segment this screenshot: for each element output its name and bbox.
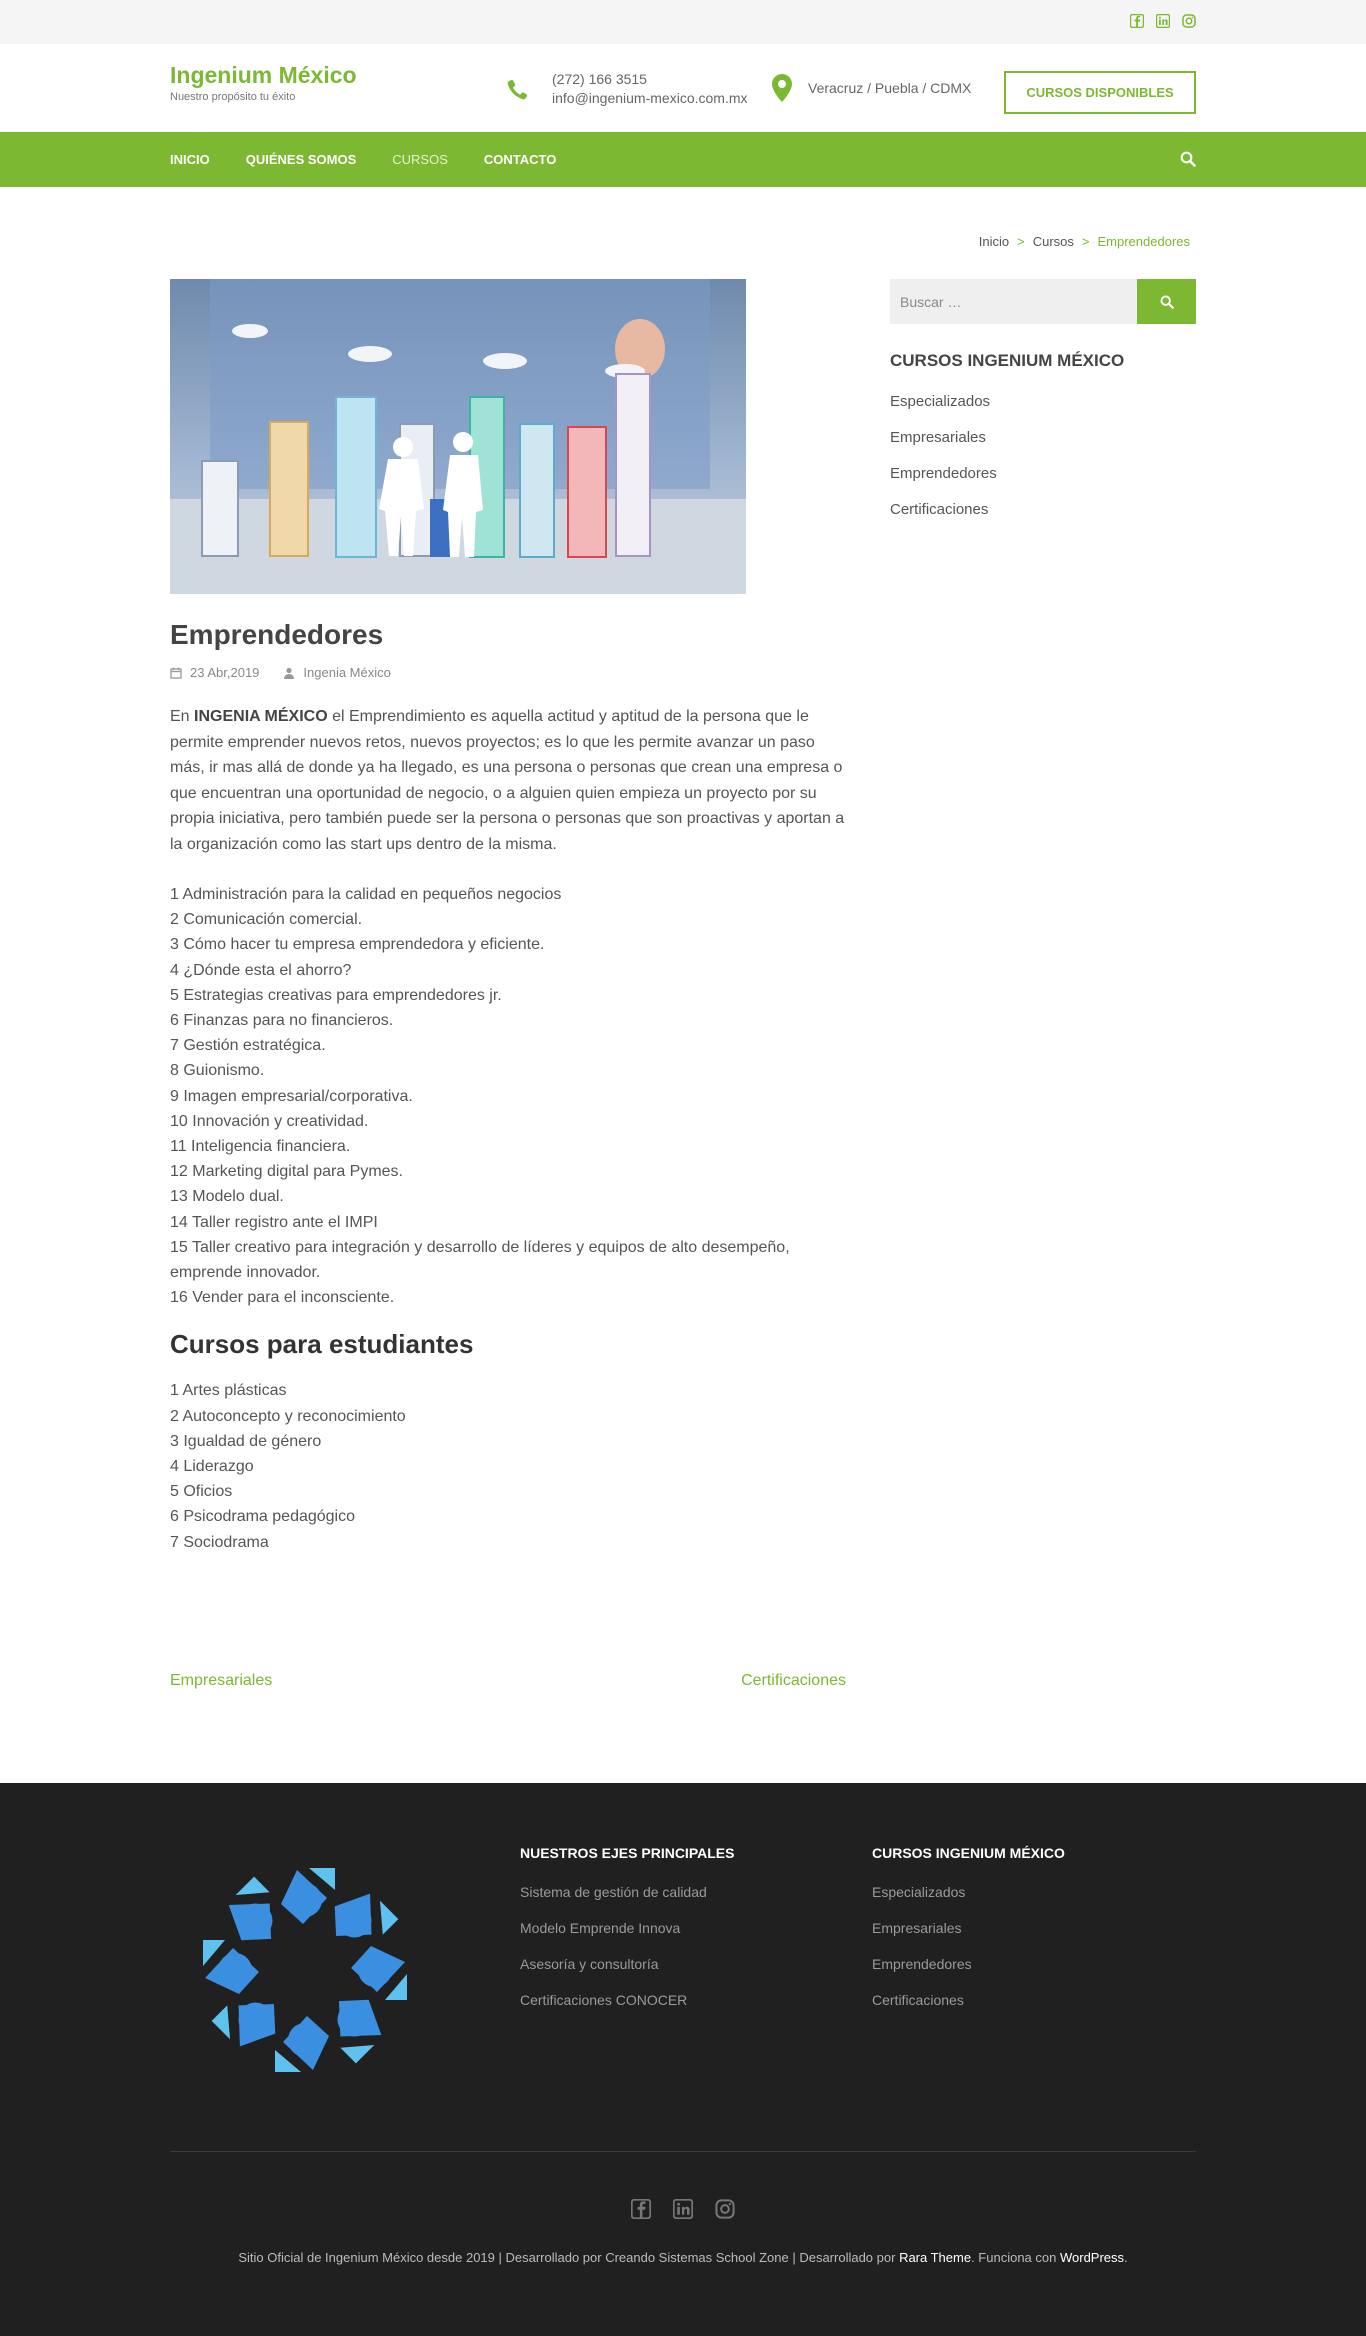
header-contact [504,70,748,108]
brand-emphasis: INGENIA MÉXICO [194,708,328,725]
list-item: 1 Artes plásticas [170,1382,287,1400]
site-footer [0,1783,1366,2336]
footer-link[interactable]: Modelo Emprende Innova [520,1920,681,1936]
list-item: 11 Inteligencia financiera. [170,1138,351,1156]
site-tagline: Nuestro propósito tu éxito [170,91,296,103]
list-item: 5 Estrategias creativas para emprendedores jr. [170,986,502,1004]
footer-link[interactable]: Emprendedores [872,1956,972,1972]
widget-title: CURSOS INGENIUM MÉXICO [890,351,1125,370]
list-item: 4 ¿Dónde esta el ahorro? [170,961,352,979]
list-item: 14 Taller registro ante el IMPI [170,1213,378,1231]
facebook-icon[interactable] [1130,14,1144,33]
post-intro: En INGENIA MÉXICO el Emprendimiento es aquella actitud y aptitud de la persona que le permite emprender nuevos retos, nuevos proyectos; es lo que les permite avanzar un paso más, ir mas allá de donde ya ha llegado, es una persona o personas que crean una empresa o que encuentran una oportunidad de negocio, o a alguien quien empieza un proyecto por su propia iniciativa, pero también puede ser la persona o personas que son proactivas y aportan a la organización como las start ups dentro de la misma. [170,708,845,853]
students-heading: Cursos para estudiantes [170,1329,474,1360]
next-post-link[interactable]: Certificaciones [741,1672,846,1689]
sidebar-link-empresariales[interactable]: Empresariales [890,429,986,446]
list-item: 5 Oficios [170,1483,233,1501]
wordpress-link[interactable]: WordPress [1059,2250,1125,2265]
widget-course-links [890,384,1196,528]
main-navigation [0,132,1366,187]
post-author[interactable]: Ingenia México [303,665,391,680]
list-item: 13 Modelo dual. [170,1188,284,1206]
search-icon [1160,295,1174,309]
breadcrumb-home[interactable]: Inicio [978,234,1010,249]
header-location [772,74,971,102]
list-item: 6 Finanzas para no financieros. [170,1012,394,1030]
footer-link[interactable]: Asesoría y consultoría [520,1956,659,1972]
sidebar [890,279,1196,528]
available-courses-button[interactable]: CURSOS DISPONIBLES [1004,71,1196,114]
footer-col2-title: CURSOS INGENIUM MÉXICO [872,1845,1065,1861]
footer-social-links [0,2199,1366,2224]
list-item: 3 Igualdad de género [170,1432,322,1450]
breadcrumb-separator: > [1017,234,1025,249]
top-bar [0,0,1366,44]
list-item: 2 Comunicación comercial. [170,911,363,929]
phone-number[interactable]: (272) 166 3515 [552,71,647,87]
breadcrumb-separator: > [1081,234,1090,249]
footer-link[interactable]: Certificaciones [872,1992,964,2008]
nav-item-quienes-somos[interactable]: QUIÉNES SOMOS [245,152,357,167]
search-submit-button[interactable] [1137,279,1196,324]
footer-column-cursos [872,1845,1065,2018]
list-item: 10 Innovación y creatividad. [170,1112,369,1130]
list-item: 15 Taller creativo para integración y desarrollo de líderes y equipos de alto desempeño, emprende innovador. [170,1238,790,1282]
post-meta [170,665,846,680]
phone-icon [504,75,532,103]
instagram-icon[interactable] [1182,14,1196,33]
site-title[interactable]: Ingenium México [170,62,357,88]
list-item: 12 Marketing digital para Pymes. [170,1163,403,1181]
search-form [890,279,1196,324]
sidebar-link-certificaciones[interactable]: Certificaciones [890,501,989,518]
list-item: 7 Sociodrama [170,1533,269,1551]
breadcrumb-parent[interactable]: Cursos [1032,234,1074,249]
instagram-icon[interactable] [715,2199,735,2224]
nav-item-inicio[interactable]: INICIO [170,152,210,167]
locations-text: Veracruz / Puebla / CDMX [808,80,972,96]
footer-link[interactable]: Certificaciones CONOCER [520,1992,688,2008]
email-address[interactable]: info@ingenium-mexico.com.mx [552,90,748,106]
footer-link[interactable]: Especializados [872,1884,966,1900]
site-header [0,44,1366,132]
post-content [170,279,846,1555]
list-item: 6 Psicodrama pedagógico [170,1508,356,1526]
list-item: 9 Imagen empresarial/corporativa. [170,1087,413,1105]
list-item: 4 Liderazgo [170,1458,254,1476]
footer-link[interactable]: Empresariales [872,1920,962,1936]
nav-item-contacto[interactable]: CONTACTO [483,152,557,167]
list-item: 16 Vender para el inconsciente. [170,1289,395,1307]
footer-copyright: Sitio Oficial de Ingenium México desde 2019 | Desarrollado por Creando Sistemas School Zone | Desarrollado por Rara Theme. Funciona con WordPress. [238,2250,1128,2265]
footer-divider [170,2151,1196,2152]
sidebar-link-especializados[interactable]: Especializados [890,393,991,410]
rara-theme-link[interactable]: Rara Theme [899,2250,972,2265]
nav-item-cursos[interactable]: CURSOS [392,152,448,167]
facebook-icon[interactable] [631,2199,651,2224]
site-branding [170,62,357,103]
student-course-list [170,1378,846,1554]
footer-column-ejes [520,1845,734,2018]
search-icon[interactable] [1180,151,1196,167]
featured-image [170,279,746,594]
post-date[interactable]: 23 Abr,2019 [190,665,260,680]
map-pin-icon [772,74,792,102]
list-item: 8 Guionismo. [170,1062,265,1080]
list-item: 7 Gestión estratégica. [170,1037,326,1055]
post-navigation [170,1672,846,1690]
search-input[interactable]: Buscar … [890,279,1137,324]
sidebar-link-emprendedores[interactable]: Emprendedores [890,465,997,482]
breadcrumb [979,234,1190,249]
course-list [170,882,846,1310]
footer-link[interactable]: Sistema de gestión de calidad [520,1884,707,1900]
linkedin-icon[interactable] [673,2199,693,2224]
top-social-links [1130,14,1196,33]
post-title: Emprendedores [170,619,384,650]
ingenium-logo [170,1835,440,2105]
breadcrumb-current: Emprendedores [1097,234,1190,249]
list-item: 2 Autoconcepto y reconocimiento [170,1407,406,1425]
footer-col1-title: NUESTROS EJES PRINCIPALES [520,1845,735,1861]
previous-post-link[interactable]: Empresariales [170,1672,273,1689]
list-item: 3 Cómo hacer tu empresa emprendedora y eficiente. [170,936,545,954]
list-item: 1 Administración para la calidad en pequeños negocios [170,886,562,903]
linkedin-icon[interactable] [1156,14,1170,33]
calendar-icon [170,667,182,679]
user-icon [283,667,295,679]
